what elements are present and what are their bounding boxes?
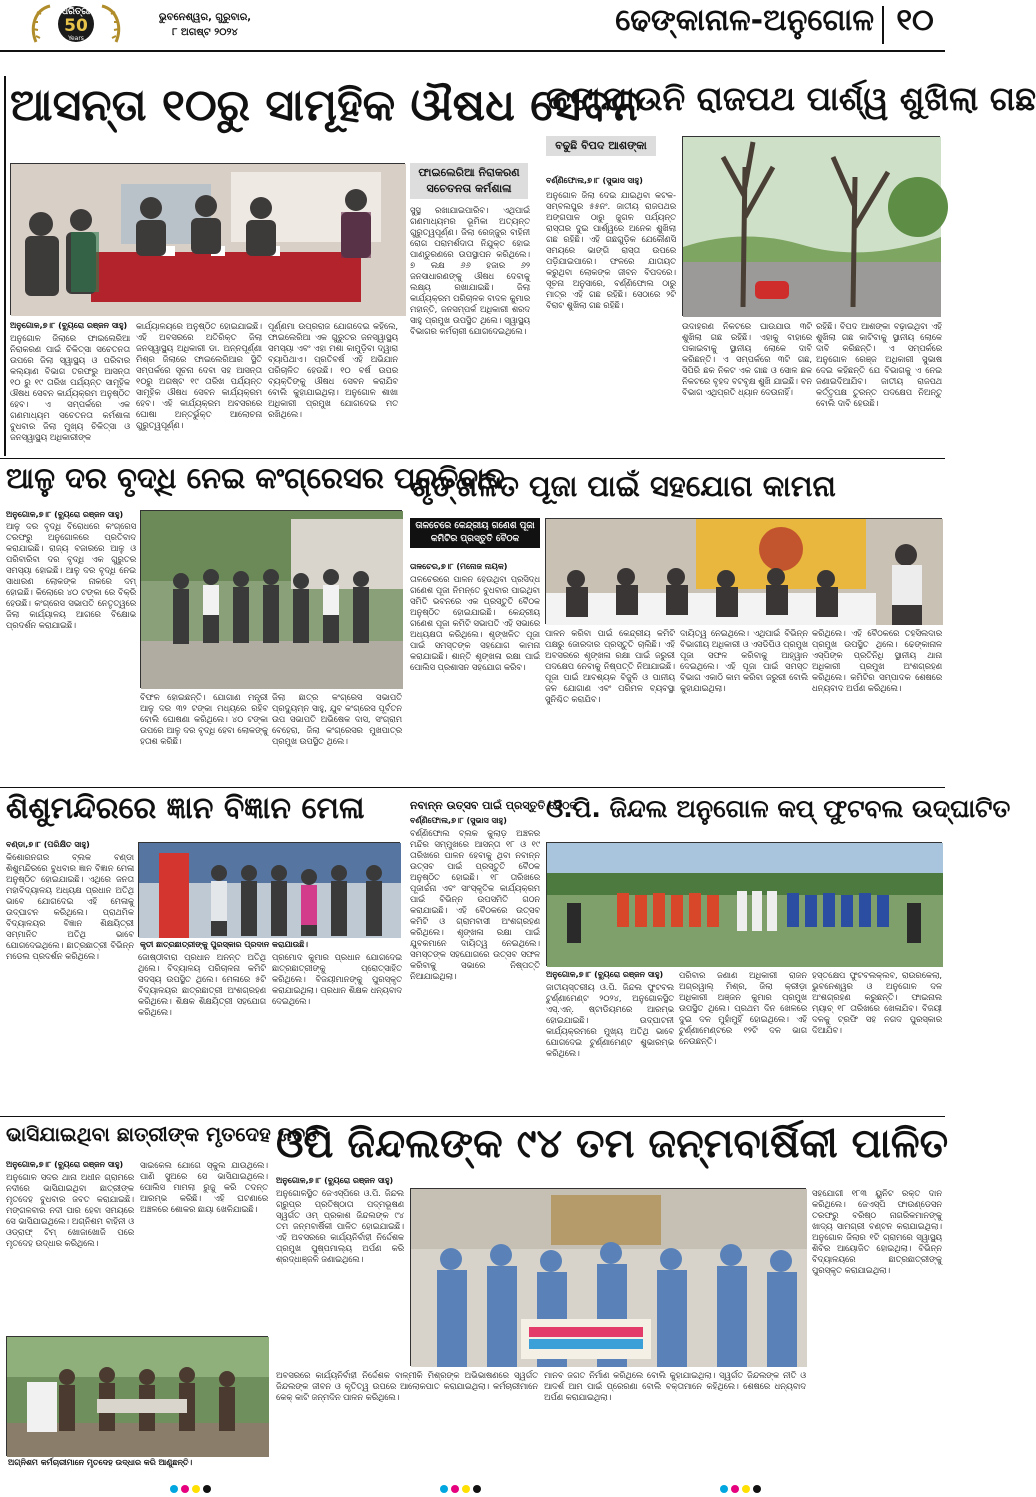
headline: ଭାସିଯାଇଥିବା ଛାତ୍ରୀଙ୍କ ମୃତଦେହ ଜବତ [6, 1122, 320, 1146]
cyan-dot [720, 1485, 728, 1493]
print-registration-marks [720, 1485, 761, 1493]
cyan-dot [440, 1485, 448, 1493]
photo-dry-trees [682, 136, 940, 316]
body-col-2: ସାଇକେଲ ଯୋଗେ ସ୍କୁଲ ଯାଉଥିଲେ। ପାଣି ସୁଅରେ ସେ ଭାସିଯାଇଥିଲେ। ପୋଲିସ ମାମଲା ରୁଜୁ କରି ତଦନ୍ତ ଆରମ୍ଭ କରିଛି। ଏହି ଘଟଣାରେ ଅଞ୍ଚଳରେ ଶୋକର ଛାୟା ଖେଳିଯାଇଛି। [140, 1160, 268, 1214]
body-col-1: ଜାତୀୟସ୍ତରୀୟ ଓ.ପି. ଜିନ୍ଦଲ ଫୁଟବଲ ଟୁର୍ଣ୍ଣାମେଣ୍ଟ ୨୦୨୪, ଅନୁଗୋଳସ୍ଥିତ ଏସ୍.ଏନ୍. ଷ୍ଟାଡିୟମରେ ଆରମ୍ଭ ହୋଇଯାଇଛି। ଉଦ୍‌ଘାଟନୀ କାର୍ଯ୍ୟକ୍ରମରେ ମୁଖ୍ୟ ଅତିଥି ଭାବେ ଯୋଗଦେଇ ଟୁର୍ଣ୍ଣାମେଣ୍ଟ ଶୁଭାରମ୍ଭ କରିଥିଲେ। [546, 982, 674, 1058]
body-col-3: ରହିଛି। ବିପଦ ଆଶଙ୍କା ବଢ଼ାଇଥିବା ଏହି ଶୁଖିଲା ଗଛ କାଟିବାକୁ ସ୍ଥାନୀୟ ଲୋକେ ଦାବି କରିଛନ୍ତି। ଏ ସମ୍ପର୍କରେ ଅନୁଗୋଳ ରେଞ୍ଜ ଅଧିକାରୀ ସୁଭାଷ ଦେଇ କହିଛନ୍ତି ଯେ ବିଭାଗକୁ ଏ ନେଇ ଜଣାଇଦିଆଯିବ। ଜାତୀୟ ରାଜପଥ କର୍ତ୍ତୃପକ୍ଷ ତୁରନ୍ତ ପଦକ୍ଷେପ ନିଅନ୍ତୁ ବୋଲି ଦାବି ହେଉଛି। [816, 321, 942, 408]
body: ବର୍ଣ୍ଣିଫୋଲ ବ୍ଲକ କୁଲାଡ଼ ଅଞ୍ଚଳର ମନ୍ଦିର ସମ୍ମୁଖରେ ଆସନ୍ତା ୧୮ ଓ ୧୯ ତାରିଖରେ ପାଳନ ହେବାକୁ ଥିବା ନବାନ୍ନ ଉତ୍ସବ ପାଇଁ ପ୍ରସ୍ତୁତି ବୈଠକ ଅନୁଷ୍ଠିତ ହୋଇଛି। ୧୮ ତାରିଖରେ ପୂଜାର୍ଚ୍ଚନା ଏବଂ ସାଂସ୍କୃତିକ କାର୍ଯ୍ୟକ୍ରମ ପାଇଁ ବିଭିନ୍ନ ଉପସମିତି ଗଠନ କରାଯାଇଛି। ଏହି ବୈଠକରେ ଉତ୍ସବ କମିଟି ଓ ଗ୍ରାମବାସୀ ଅଂଶଗ୍ରହଣ କରିଥିଲେ। ଶୃଙ୍ଖଳା ରକ୍ଷା ପାଇଁ ଯୁବକମାନେ ଦାୟିତ୍ୱ ନେଇଥିଲେ। ସମସ୍ତଙ୍କ ସହଯୋଗରେ ଉତ୍ସବ ସଫଳ କରିବାକୁ ସଭାରେ ନିଷ୍ପତ୍ତି ନିଆଯାଇଥିଲା। [410, 828, 540, 981]
byline: ଅନୁଗୋଳ,୭।୮ (ବ୍ୟୁରୋ ରଞ୍ଜନ ସାହୁ) [276, 1176, 394, 1185]
headline: ଓପି ଜିନ୍ଦଲଙ୍କ ୯୪ ତମ ଜନ୍ମବାର୍ଷିକୀ ପାଳିତ [276, 1121, 949, 1167]
body-col-2: ଉଦାହରଣ ନିକଟରେ ଘାଉଯାଉ ୩ଟି ଶୁଖିଲା ଗଛ ରହିଛି। ଏହାକୁ ବାହାରେ ପକାଇବାକୁ ସ୍ଥାନୀୟ ଲୋକେ ଦାବି କରିଛନ୍ତି। ଏ ସମ୍ପର୍କରେ ୩ଟି ଗଛ, ସିପିରି ଛକ ନିକଟ ଏକ ଗାଛ ଓ ସୋଳ ଛକ ନିକଟରେ ବୃହଦ ବଟବୃକ୍ଷ ଶୁଖି ଯାଇଛି। ବନ ବିଭାଗ ଏଥିପ୍ରତି ଧ୍ୟାନ ଦେଉନାହିଁ। [682, 321, 812, 397]
byline: ଅନୁଗୋଳ,୭।୮ (ବ୍ୟୁରୋ ରଞ୍ଜନ ସାହୁ) [6, 1160, 124, 1169]
headline: ଶୃଙ୍ଖଳିତ ପୂଜା ପାଇଁ ସହଯୋଗ କାମନା [410, 469, 836, 503]
body-col-4: ସହଯୋଗୀ ୧୮୩ ୟୁନିଟ ରକ୍ତ ଦାନ କରିଥିଲେ। ଜେଏସ୍‌ପି ଫାଉଣ୍ଡେସନ ତରଫରୁ ବରିଷ୍ଠ ନାଗରିକମାନଙ୍କୁ ଖାଦ୍ୟ ସାମଗ୍ରୀ ବଣ୍ଟନ କରାଯାଇଥିଲା। ଅନୁଗୋଳ ଜିଲାର ୧ଟି ଗ୍ରାମରେ ସ୍ୱାସ୍ଥ୍ୟ ଶିବିର ଆୟୋଜିତ ହୋଇଥିଲା। ବିଭିନ୍ନ ବିଦ୍ୟାଳୟରେ ଛାତ୍ରଛାତ୍ରୀଙ୍କୁ ପୁରସ୍କୃତ କରାଯାଇଥିଲା। [812, 1188, 942, 1275]
magenta-dot [731, 1485, 739, 1493]
logo-word: ଧରିତ୍ରୀ [61, 7, 91, 17]
cyan-dot [170, 1485, 178, 1493]
masthead-underline [0, 50, 945, 52]
row-divider [0, 1116, 945, 1117]
headline: ଓ.ପି. ଜିନ୍ଦଲ ଅନୁଗୋଳ କପ୍ ଫୁଟବଲ ଉଦ୍‌ଘାଟିତ [546, 794, 1011, 823]
body-col-2: ଅବସରରେ କାର୍ଯ୍ୟନିର୍ବାହୀ ନିର୍ଦ୍ଦେଶକ ବାଳ୍ମୀକି ମିଶ୍ରଙ୍କ ଅଭିଭାଷଣରେ ସ୍ୱର୍ଗତ ଜିନ୍ଦଲଙ୍କ ଜୀବନ ଓ କୃତିତ୍ୱ ଉପରେ ଆଲୋକପାତ କରାଯାଇଥିଲା। କର୍ମଚାରୀମାନେ କେକ୍ କାଟି ଜନ୍ମଦିନ ପାଳନ କରିଥିଲେ। [276, 1370, 538, 1402]
body-col-2: ପାଳନ କରିବା ପାଇଁ କେନ୍ଦ୍ରୀୟ କମିଟି ପକ୍ଷରୁ ଜୋରଦାର ପ୍ରସ୍ତୁତି ଚାଲିଛି। ଏହି ଅବସରରେ ଶୃଙ୍ଖଳା ରକ୍ଷା ପାଇଁ ଜରୁରୀ ପଦକ୍ଷେପ ନେବାକୁ ନିଷ୍ପତ୍ତି ନିଆଯାଇଛି। ପୂଜା ପାଇଁ ଆବଶ୍ୟକ ବିଜୁଳି ଓ ପାନୀୟ ଜଳ ଯୋଗାଣ ଏବଂ ପରିମଳ ବ୍ୟବସ୍ଥା ସୁନିଶ୍ଚିତ କରାଯିବ। [545, 628, 675, 704]
logo-years: 50 [64, 16, 88, 36]
body-col-1: ଅନୁଗୋଳସ୍ଥିତ ଜେଏସ୍‌ପିରେ ଓ.ପି. ଜିନ୍ଦଲ ଗ୍ରୁପ୍‌ର ପ୍ରତିଷ୍ଠାତା ପଦ୍ମଭୂଷଣ ସ୍ୱର୍ଗତ ଓମ୍ ପ୍ରକାଶ ଜିନ୍ଦଲଙ୍କ ୯୪ ତମ ଜନ୍ମବାର୍ଷିକୀ ପାଳିତ ହୋଇଯାଇଛି। ଏହି ଅବସରରେ କାର୍ଯ୍ୟନିର୍ବାହୀ ନିର୍ଦ୍ଦେଶକ ପ୍ରମୁଖ ପୁଷ୍ପମାଲ୍ୟ ଅର୍ପଣ କରି ଶ୍ରଦ୍ଧାଞ୍ଜଳି ଜଣାଇଥିଲେ। [276, 1188, 404, 1264]
body-col-1: ଅନୁଗୋଳ ଜିଲାରେ ଫାଇଲେରିଆ ନିରାକରଣ ପାଇଁ ଚିକିତ୍ସା ସଚେତନତା ଉପରେ ଜିଲା ସ୍ୱାସ୍ଥ୍ୟ ଓ ପରିବାର କଲ୍ୟାଣ ବିଭାଗ ତରଫରୁ ଆସନ୍ତା ୧୦ ରୁ ୧୯ ତାରିଖ ପର୍ଯ୍ୟନ୍ତ ସାମୂହିକ ଔଷଧ ସେବନ କାର୍ଯ୍ୟକ୍ରମ ଅନୁଷ୍ଠିତ ହେବ। ଏ ସମ୍ପର୍କରେ ଏକ ଗଣମାଧ୍ୟମ ସଚେତନତା କର୍ମଶାଳା ବୁଧବାର ଜିଲା ମୁଖ୍ୟ ଚିକିତ୍ସା ଓ ଜନସ୍ୱାସ୍ଥ୍ୟ ଅଧିକାରୀଙ୍କ [10, 333, 130, 442]
print-registration-marks [440, 1485, 481, 1493]
body-col-3: ପୂର୍ଣ୍ଣମା ଉପ୍ରରାଜ ଯୋଗଦେଇ କହିଲେ, ଫାଇଲେରିଆ ଏକ ଗୁରୁତର ଜନସ୍ୱାସ୍ଥ୍ୟ ସମସ୍ୟା ଏବଂ ଏହା ମଶା କାମୁଡ଼ିବା ଦ୍ୱାରା ବ୍ୟାପିଥାଏ। ପ୍ରତିବର୍ଷ ଏହି ଅଭିଯାନ ପରିଚାଳିତ ହେଉଛି। ୧୦ ବର୍ଷ ଉପର ବ୍ୟକ୍ତିଙ୍କୁ ଔଷଧ ସେବନ କରାଯିବ ବୋଲି କୁହାଯାଇଥିଲା। ଅନୁଗୋଳ ଶାଖା ଅଧିକାରୀ ପ୍ରମୁଖ ଯୋଗଦେଇ ମତ ରଖିଥିଲେ। [268, 321, 398, 419]
yellow-dot [742, 1485, 750, 1493]
body-col-1: କିଶୋରନଗର ବ୍ଲକ ବଣ୍ଡା ଶିଶୁମନ୍ଦିରରେ ବୁଧବାର ଜ୍ଞାନ ବିଜ୍ଞାନ ମେଳା ଅନୁଷ୍ଠିତ ହୋଇଯାଇଛି। ଏଥିରେ ଜନତା ମହାବିଦ୍ୟାଳୟ ଅଧ୍ୟକ୍ଷ ପ୍ରଧାନ ଅତିଥି ଭାବେ ଯୋଗଦେଇ ଏହି ମେଳାକୁ ଉଦ୍‌ଘାଟନ କରିଥିଲେ। ପ୍ରାଥମିକ ବିଦ୍ୟାଳୟର ବିଜ୍ଞାନ ଶିକ୍ଷୟିତ୍ରୀ ସମ୍ମାନିତ ଅତିଥି ଭାବେ ଯୋଗଦେଇଥିଲେ। ଛାତ୍ରଛାତ୍ରୀ ବିଭିନ୍ନ ମଡେଲ ପ୍ରଦର୍ଶନ କରିଥିଲେ। [6, 852, 134, 961]
dateline-date: ୮ ଅଗଷ୍ଟ ୨୦୨୪ [172, 27, 238, 38]
headline: ଆଳୁ ଦର ବୃଦ୍ଧି ନେଇ କଂଗ୍ରେସର ପ୍ରତିବାଦ [6, 461, 505, 495]
headline: ଶିଶୁମନ୍ଦିରରେ ଜ୍ଞାନ ବିଜ୍ଞାନ ମେଳା [6, 791, 365, 826]
kicker: ତାଳଚେରେ କେନ୍ଦ୍ରୀୟ ଗଣେଶ ପୂଜା କମିଟିର ପ୍ରସ୍ତୁତି ବୈଠକ [410, 518, 540, 548]
photo-football [546, 842, 942, 966]
logo [28, 2, 124, 48]
byline: ଅନୁଗୋଳ,୭।୮ (ବ୍ୟୁରୋ ରଞ୍ଜନ ସାହୁ) [546, 970, 664, 979]
body-col-1: ଅନୁଗୋଳ ଜିଲା ଦେଇ ଯାଇଥିବା କଟକ-ସମ୍ବଲପୁର ୫୫ନଂ. ଜାତୀୟ ରାଜପଥର ଅଙ୍ଗପାଳ ଠାରୁ ଜୁଗଳ ପର୍ଯ୍ୟନ୍ତ ରାସ୍ତାର ଦୁଇ ପାର୍ଶ୍ୱରେ ଅନେକ ଶୁଖିଲା ଗଛ ରହିଛି। ଏହି ଗଛଗୁଡ଼ିକ ଯେକୌଣସି ସମୟରେ ଭାଙ୍ଗି ରାସ୍ତା ଉପରେ ପଡ଼ିଯାଇପାରେ। ଫଳରେ ଯାତାୟତ କରୁଥିବା ଲୋକଙ୍କ ଜୀବନ ବିପଦରେ। ସୂଚନା ଅନୁସାରେ, ବର୍ଣ୍ଣିଫୋଲ ଠାରୁ ମାତ୍ର ଏହି ଗଛ ରହିଛି। ସେଠାରେ ୨ଟି ବିରାଟ ଶୁଖିଲା ଗଛ ରହିଛି। [546, 190, 676, 310]
body-col-2: ବିଫଳ ହୋଇଛନ୍ତି। ଯୋଗାଣ ମନ୍ତ୍ରୀ ଆଳୁ ଦର ୩୨ ଟଙ୍କା ମଧ୍ୟରେ ରହିବ ବୋଲି ଘୋଷଣା କରିଥିଲେ। ୪୦ ଟଙ୍କା ଉପରେ ଆଳୁ ଦର ବୃଦ୍ଧି ହେବା ଲୋକଙ୍କୁ ହତାଶ କରିଛି। [140, 692, 268, 746]
print-registration-marks [170, 1485, 211, 1493]
magenta-dot [181, 1485, 189, 1493]
headline: ଆସନ୍ତା ୧୦ରୁ ସାମୂହିକ ଔଷଧ ସେବନ [10, 80, 642, 131]
headline: ନବାନ୍ନ ଉତ୍ସବ ପାଇଁ ପ୍ରସ୍ତୁତି ବୈଠକ [410, 799, 578, 812]
body-col-3: ପ୍ରମୋଦ କୁମାର ପ୍ରଧାନ ଯୋଗଦେଇ ଛାତ୍ରଛାତ୍ରୀଙ୍କୁ ପ୍ରୋତ୍ସାହିତ କରିଥିଲେ। ବିଜୟୀମାନଙ୍କୁ ପୁରସ୍କୃତ କରାଯାଇଥିଲା। ପ୍ରଧାନ ଶିକ୍ଷକ ଧନ୍ୟବାଦ ଦେଇଥିଲେ। [272, 952, 402, 1006]
magenta-dot [451, 1485, 459, 1493]
black-dot [473, 1485, 481, 1493]
body-col-4: କରିଥିଲେ। ଏହି ବୈଠକରେ ତହସିଲଦାର ପ୍ରମୁଖ ଉପସ୍ଥିତ ଥିଲେ। ଢେଙ୍କାନାଳ ଏସ୍‌ପିଙ୍କ ପ୍ରତିନିଧି ସ୍ଥାନୀୟ ଥାନା ଅଧିକାରୀ ପ୍ରମୁଖ ଅଂଶଗ୍ରହଣ କରିଥିଲେ। କମିଟିର ସମ୍ପାଦକ ଶେଷରେ ଧନ୍ୟବାଦ ଅର୍ପଣ କରିଥିଲେ। [812, 628, 942, 693]
body-col-2: ଜୋଷ୍ଠୀବାରା ପ୍ରଧାନ ଅନନ୍ତ ଅତିଥି ଥିଲେ। ବିଦ୍ୟାଳୟ ପରିଚାଳନା କମିଟି ସଦସ୍ୟ ଉପସ୍ଥିତ ଥିଲେ। ମେଳାରେ ୫ଟି ବିଦ୍ୟାଳୟର ଛାତ୍ରଛାତ୍ରୀ ଅଂଶଗ୍ରହଣ କରିଥିଲେ। ଶିକ୍ଷକ ଶିକ୍ଷୟିତ୍ରୀ ସହଯୋଗ କରିଥିଲେ। [138, 952, 266, 1017]
byline: ବର୍ଣ୍ଣିଫୋଲ,୭।୮ (ସୁଭାସ ସାହୁ) [410, 816, 507, 825]
black-dot [753, 1485, 761, 1493]
headline: କଟାଯାଉନି ରାଜପଥ ପାର୍ଶ୍ୱ ଶୁଖିଲା ଗଛ [546, 79, 1036, 118]
yellow-dot [462, 1485, 470, 1493]
photo-workshop [10, 163, 405, 315]
body-col-3: ଦାୟିତ୍ୱ ନେଇଥିଲେ। ଏଥିପାଇଁ ବିଭିନ୍ନ ବିଭାଗୀୟ ଅଧିକାରୀ ଓ ଏସଡିପିଓ ପ୍ରମୁଖ ପୂଜା ସଫଳ କରିବାକୁ ଆହ୍ୱାନ ଦେଇଥିଲେ। ଏହି ପୂଜା ପାଇଁ ସମସ୍ତ ବିଭାଗ ଏକାଠି କାମ କରିବା ଜରୁରୀ ବୋଲି କୁହାଯାଇଥିଲା। [680, 628, 808, 693]
row-divider [0, 787, 945, 788]
byline: ଅନୁଗୋଳ,୭।୮ (ବ୍ୟୁରୋ ରଞ୍ଜନ ସାହୁ) [6, 510, 124, 519]
photo-rescue [6, 1336, 268, 1456]
section-title: ଢେଙ୍କାନାଳ-ଅନୁଗୋଳ [615, 3, 874, 38]
photo-caption: କୃତୀ ଛାତ୍ରଛାତ୍ରୀଙ୍କୁ ପୁରସ୍କାର ପ୍ରଦାନ କରାଯାଉଛି। [140, 940, 308, 949]
byline: ଅନୁଗୋଳ,୭।୮ (ବ୍ୟୁରୋ ରଞ୍ଜନ ସାହୁ) [10, 321, 128, 330]
kicker: ବଢୁଛି ବିପଦ ଆଶଙ୍କା [546, 136, 656, 156]
photo-cake-cutting [410, 1188, 806, 1366]
body-col-3: ଜିଲା ଛାତ୍ର କଂଗ୍ରେସ ସଭାପତି ପ୍ରଦ୍ୟୁମ୍ନ ସାହୁ, ଯୁବ କଂଗ୍ରେସ ପୂର୍ବତନ ଉପ ସଭାପତି ଅଭିଷେକ ଦାସ, ସଂଗ୍ରାମ ବେହେରା, ଜିଲା କଂଗ୍ରେସର ମୁଖପାତ୍ର ପ୍ରମୁଖ ଉପସ୍ଥିତ ଥିଲେ। [272, 692, 402, 746]
photo-meeting [545, 518, 942, 624]
masthead-separator [882, 6, 884, 44]
byline: ତାଳଚେର,୭।୮ (ମନୋଜ ନାୟକ) [410, 562, 508, 571]
body-col-3: ମାନବ ଜଗତ ନିର୍ମାଣ କରିଥିଲେ ବୋଲି କୁହାଯାଇଥିଲା। ସ୍ୱର୍ଗତ ଜିନ୍ଦଲଙ୍କ ନୀତି ଓ ଆଦର୍ଶ ଆମ ପାଇଁ ପ୍ରେରଣା ବୋଲି ବକ୍ତାମାନେ କହିଥିଲେ। ଶେଷରେ ଧନ୍ୟବାଦ ଅର୍ପଣ କରାଯାଇଥିଲା। [544, 1370, 806, 1402]
body-col-2: କାର୍ଯ୍ୟାଳୟରେ ଅନୁଷ୍ଠିତ ହୋଇଯାଇଛି। ଏହି ଅବସରରେ ଅତିରିକ୍ତ ଜିଲା ଜନସ୍ୱାସ୍ଥ୍ୟ ଅଧିକାରୀ ଡା. ଅନ୍ନପୂର୍ଣ୍ଣା ମିଶ୍ର ଜିଲାରେ ଫାଇଲେରିଆର ସ୍ଥିତି ସମ୍ପର୍କରେ ସୂଚନା ଦେବା ସହ ଆସନ୍ତା ୧୦ରୁ ଅଗଷ୍ଟ ୧୯ ତାରିଖ ପର୍ଯ୍ୟନ୍ତ ସାମୂହିକ ଔଷଧ ସେବନ କାର୍ଯ୍ୟକ୍ରମ ହେବ। ଏହି କାର୍ଯ୍ୟକ୍ରମ ଅବସରରେ ଘୋଷା ଅନ୍ତର୍ଭୁକ୍ତ ଆଲୋଚନା ଗୁରୁତ୍ୱପୂର୍ଣ୍ଣ। [136, 321, 262, 430]
photo-prize [138, 842, 400, 937]
story-border [4, 76, 6, 456]
body-col-1: ଆଳୁ ଦର ବୃଦ୍ଧି ବିରୋଧରେ କଂଗ୍ରେସ ତରଫରୁ ଅନୁଗୋଳରେ ପ୍ରତିବାଦ କରାଯାଇଛି। ରାଜ୍ୟ ବଜାରରେ ଆଳୁ ଓ ପରିବାରିବା ଦର ବୃଦ୍ଧି ଏକ ଗୁରୁତର ସମସ୍ୟା ହୋଇଛି। ଆଳୁ ଦର ବୃଦ୍ଧି ନେଇ ସାଧାରଣ ଲୋକଙ୍କ ନାକରେ ଦମ୍ ହୋଇଛି। କିଲୋରେ ୪୦ ଟଙ୍କା ରେ ବିକ୍ରି ହେଉଛି। କଂଗ୍ରେସ ସଭାପତି ନେତୃତ୍ୱରେ ଜିଲା କାର୍ଯ୍ୟାଳୟ ଆଗରେ ବିକ୍ଷୋଭ ପ୍ରଦର୍ଶନ କରାଯାଇଛି। [6, 521, 136, 630]
body-col-1: ତାଳଚେରରେ ପାଳନ ହେଉଥିବା ପ୍ରସିଦ୍ଧ ଗଣେଶ ପୂଜା ନିମନ୍ତେ ବୁଧବାର ପାଇଥିବା ସମିତି ଭବନରେ ଏକ ପ୍ରସ୍ତୁତି ବୈଠକ ଅନୁଷ୍ଠିତ ହୋଇଯାଇଛି। କେନ୍ଦ୍ରୀୟ ଗଣେଶ ପୂଜା କମିଟି ସଭାପତି ଏହି ସଭାରେ ଅଧ୍ୟକ୍ଷତା କରିଥିଲେ। ଶୃଙ୍ଖଳିତ ପୂଜା ପାଇଁ ସମସ୍ତଙ୍କ ସହଯୋଗ କାମନା କରାଯାଇଛି। ଶାନ୍ତି ଶୃଙ୍ଖଳା ରକ୍ଷା ପାଇଁ ପୋଲିସ ପ୍ରଶାସନ ସହଯୋଗ କରିବ। [410, 574, 540, 672]
body-col-1: ଅନୁଗୋଳ ସଦର ଥାନା ଅଧୀନ ଗ୍ରାମରେ ନଦୀରେ ଭାସିଯାଇଥିବା ଛାତ୍ରୀଙ୍କ ମୃତଦେହ ବୁଧବାର ଜବତ କରାଯାଇଛି। ମଙ୍ଗଳବାର ନଦୀ ପାର ହେବା ସମୟରେ ସେ ଭାସିଯାଇଥିଲେ। ଅଗ୍ନିଶମ ବାହିନୀ ଓ ଓଡ୍ରାଫ୍ ଟିମ୍ ଖୋଜାଖୋଜି ପରେ ମୃତଦେହ ଉଦ୍ଧାର କରିଥିଲେ। [6, 1172, 134, 1248]
photo-protest [140, 510, 402, 688]
masthead [0, 0, 945, 52]
body-col-2: ପରିବାର ଜଣାଣ ଅଧିକାରୀ ରାଜନ ଅଗ୍ରୱାଲ୍ ମିଶ୍ର, ଜିଲା କ୍ରୀଡ଼ା ଅଧିକାରୀ ଅଞ୍ଜନ କୁମାର ପ୍ରମୁଖ ଉପସ୍ଥିତ ଥିଲେ। ପ୍ରଥମ ଦିନ ଖେଳରେ ଦୁଇ ଦଳ ମୁହାଁମୁହିଁ ହୋଇଥିଲେ। ଏହି ଟୁର୍ଣ୍ଣାମେଣ୍ଟରେ ୧୨ଟି ଦଳ ଭାଗ ନେଉଛନ୍ତି। [679, 970, 807, 1046]
logo-years-label: Years [68, 35, 84, 42]
kicker: ଫାଇଲେରିଆ ନିରାକରଣ ସଚେତନତା କର୍ମଶାଳା [410, 163, 528, 199]
black-dot [203, 1485, 211, 1493]
byline: ବର୍ଣ୍ଣିଫୋଲ,୭।୮ (ସୁଭାସ ସାହୁ) [546, 176, 643, 185]
byline: ବଣ୍ଡା,୭।୮ (ପରିକ୍ଷିତ ସାହୁ) [6, 840, 90, 849]
dateline [140, 10, 270, 40]
yellow-dot [192, 1485, 200, 1493]
page-number: ୧୦ [896, 3, 934, 38]
photo-caption: ଅଗ୍ନିଶମ କର୍ମଚାରୀମାନେ ମୃତଦେହ ଉଦ୍ଧାର କରି ଆଣୁଛନ୍ତି। [8, 1458, 193, 1467]
row-divider [0, 458, 945, 459]
body-col-3: ହସ୍ତକ୍ଷେପ ଫୁଟବଲକ୍ଲବ, ରାଉରକେଲା, ଭୁବନେଶ୍ୱର ଓ ଅନୁଗୋଳ ଦଳ ଅଂଶଗ୍ରହଣ କରୁଛନ୍ତି। ଫାଇନାଲ ମ୍ୟାଚ୍ ୧୮ ତାରିଖରେ ଖେଳାଯିବ। ବିଜୟୀ ଦଳକୁ ଟ୍ରଫି ସହ ନଗଦ ପୁରସ୍କାର ଦିଆଯିବ। [812, 970, 942, 1035]
body-col-4: ସୁସ୍ଥ ରଖାଯାଇପାରିବ। ଏଥିପାଇଁ ଗଣମାଧ୍ୟମର ଭୂମିକା ଅତ୍ୟନ୍ତ ଗୁରୁତ୍ୱପୂର୍ଣ୍ଣ। ଜିଲା ରେଜ୍ଜୁର ବାହିନୀ ରୋଗ ପରାମର୍ଶଦାତା ନିଯୁକ୍ତ ହୋଇ ପାଣ୍ଡୁରଣରେ ଉପସ୍ଥାପନ କରିଥିଲେ। ୭ ଲକ୍ଷ ୬୬ ହଜାର ୬୨ ଜନସାଧାରଣଙ୍କୁ ଔଷଧ ଦେବାକୁ ଲକ୍ଷ୍ୟ ରଖାଯାଇଛି। ଜିଲା କାର୍ଯ୍ୟକ୍ରମ ପରିଚାଳକ ବାଦଳ କୁମାର ମହାନ୍ତି, ଜନସମ୍ପର୍କ ଅଧିକାରୀ ଶରଦ ସାହୁ ପ୍ରମୁଖ ଉପସ୍ଥିତ ଥିଲେ। ସ୍ୱାସ୍ଥ୍ୟ ବିଭାଗର କର୍ମଚାରୀ ଯୋଗଦେଇଥିଲେ। [410, 205, 530, 336]
dateline-city-day: ଭୁବନେଶ୍ୱର, ଗୁରୁବାର, [158, 12, 252, 23]
